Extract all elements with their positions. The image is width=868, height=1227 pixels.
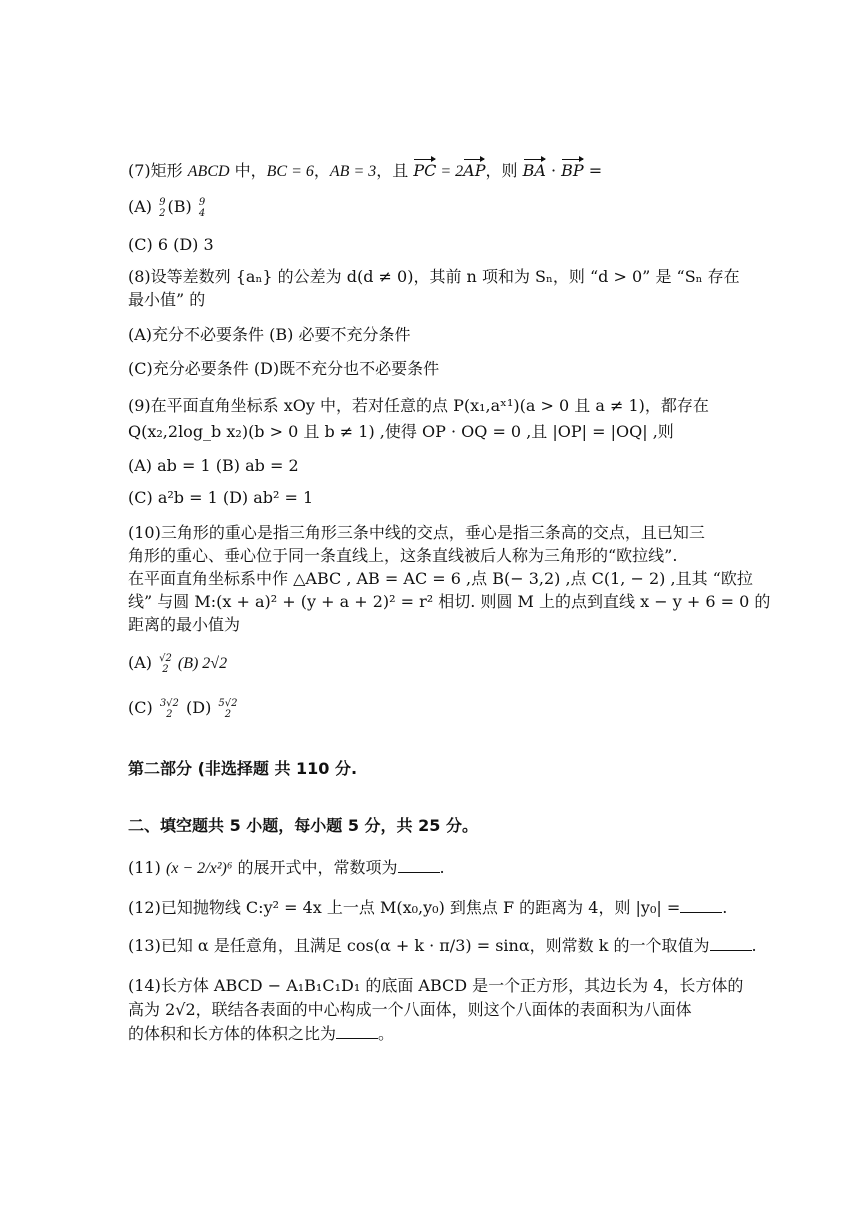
q7-option-b-fraction — [199, 197, 205, 219]
q10-option-d-label: (D) — [180, 698, 217, 717]
q10-line-4: 线” 与圆 M:(x + a)² + (y + a + 2)² = r² 相切. 则圆 M 上的点到直线 x − y + 6 = 0 的 — [128, 592, 771, 611]
q10-options-ab — [128, 652, 227, 675]
q10-option-a-fraction — [159, 653, 172, 675]
q9-options-ab: (A) ab = 1 (B) ab = 2 — [128, 456, 299, 475]
part-two-heading: 第二部分 (非选择题 共 110 分. — [128, 759, 358, 778]
q7-mid2: ，且 — [376, 161, 414, 180]
q7-option-a-denominator: 2 — [159, 207, 166, 219]
q10-option-d-denominator: 2 — [224, 708, 232, 720]
q11-text: 的展开式中，常数项为 — [232, 858, 398, 877]
q11-end: . — [439, 858, 445, 877]
q10-option-c-label: (C) — [128, 698, 158, 717]
q12-text: (12)已知抛物线 C:y² = 4x 上一点 M(x₀,y₀) 到焦点 F 的距离为 4，则 |y₀| = — [128, 898, 681, 917]
q13-answer-blank[interactable] — [710, 936, 752, 951]
q7-vector-ba: BA — [523, 158, 546, 182]
q10-option-a-denominator: 2 — [162, 663, 169, 675]
q10-options-cd — [128, 697, 240, 720]
q7-option-a-fraction — [159, 197, 165, 219]
q10-option-c-fraction — [160, 698, 179, 720]
q7-option-a-numerator: 9 — [159, 196, 166, 208]
q7-vector-pc: PC — [413, 158, 436, 182]
q11-line — [128, 857, 445, 880]
q11-prefix: (11) — [128, 858, 166, 877]
q12-line — [128, 897, 727, 919]
q7-vector-ap: AP — [463, 158, 485, 182]
q8-line-2: 最小值” 的 — [128, 290, 206, 309]
q10-line-5: 距离的最小值为 — [128, 615, 241, 634]
q9-line-1: (9)在平面直角坐标系 xOy 中，若对任意的点 P(x₁,aˣ¹)(a > 0 且 a ≠ 1)，都存在 — [128, 396, 709, 415]
q7-tail: = — [583, 161, 603, 180]
q12-end: . — [722, 898, 728, 917]
q10-line-1: (10)三角形的重心是指三角形三条中线的交点，垂心是指三条高的交点，且已知三 — [128, 523, 705, 542]
q9-options-cd: (C) a²b = 1 (D) ab² = 1 — [128, 488, 314, 507]
q10-option-b: (B) 2√2 — [173, 655, 228, 672]
q7-sep1: ， — [313, 161, 330, 180]
q7-prefix: (7)矩形 — [128, 161, 188, 180]
q10-option-d-numerator: 5√2 — [218, 697, 238, 709]
q10-option-a-label: (A) — [128, 653, 158, 672]
q7-option-a-label: (A) — [128, 197, 158, 216]
q8-options-cd: (C)充分必要条件 (D)既不充分也不必要条件 — [128, 359, 440, 378]
q8-line-1: (8)设等差数列 {aₙ} 的公差为 d(d ≠ 0)，其前 n 项和为 Sₙ，则 “d > 0” 是 “Sₙ 存在 — [128, 267, 740, 286]
q13-text: (13)已知 α 是任意角，且满足 cos(α + k · π/3) = sinα，则常数 k 的一个取值为 — [128, 936, 710, 955]
q7-option-b-numerator: 9 — [198, 196, 206, 208]
q10-option-c-numerator: 3√2 — [159, 697, 179, 709]
q7-cond1: BC = 6 — [266, 163, 314, 180]
q8-options-ab: (A)充分不必要条件 (B) 必要不充分条件 — [128, 325, 411, 344]
q12-answer-blank[interactable] — [680, 898, 722, 913]
q10-option-c-denominator: 2 — [166, 708, 173, 720]
q14-line-1: (14)长方体 ABCD − A₁B₁C₁D₁ 的底面 ABCD 是一个正方形，其边长为 4，长方体的 — [128, 976, 744, 995]
q7-cond2: AB = 3 — [329, 163, 377, 180]
q11-expression: (x − 2/x²)⁶ — [165, 860, 233, 877]
q7-options-cd: (C) 6 (D) 3 — [128, 235, 214, 254]
q7-options-ab — [128, 196, 207, 219]
q7-option-b-label: (B) — [167, 197, 197, 216]
q10-option-d-fraction — [218, 698, 237, 720]
q14-line-3-text: 的体积和长方体的体积之比为 — [128, 1024, 337, 1043]
q10-option-a-numerator: √2 — [159, 652, 172, 664]
q11-answer-blank[interactable] — [398, 858, 440, 873]
q14-line-3 — [128, 1023, 394, 1045]
q14-line-2: 高为 2√2，联结各表面的中心构成一个八面体，则这个八面体的表面积为八面体 — [128, 1000, 692, 1019]
q10-line-3: 在平面直角坐标系中作 △ABC , AB = AC = 6 ,点 B(− 3,2) ,点 C(1, − 2) ,且其 “欧拉 — [128, 569, 753, 588]
q10-line-2: 角形的重心、垂心位于同一条直线上，这条直线被后人称为三角形的“欧拉线”. — [128, 546, 678, 565]
q13-line — [128, 935, 757, 957]
q7-stem — [128, 158, 602, 183]
q7-option-b-denominator: 4 — [198, 207, 206, 219]
q7-abcd: ABCD — [187, 163, 230, 180]
section-two-heading: 二、填空题共 5 小题，每小题 5 分，共 25 分。 — [128, 816, 478, 835]
q7-vector-bp: BP — [561, 158, 584, 182]
q7-dot: · — [545, 161, 562, 180]
q14-answer-blank[interactable] — [336, 1024, 378, 1039]
q14-end: 。 — [378, 1024, 395, 1043]
q13-end: . — [751, 936, 757, 955]
q7-then: ，则 — [485, 161, 523, 180]
q9-line-2: Q(x₂,2log_b x₂)(b > 0 且 b ≠ 1) ,使得 OP · OQ = 0 ,且 |OP| = |OQ| ,则 — [128, 422, 674, 441]
q7-eq: = 2 — [436, 163, 464, 180]
q7-mid1: 中， — [229, 161, 267, 180]
